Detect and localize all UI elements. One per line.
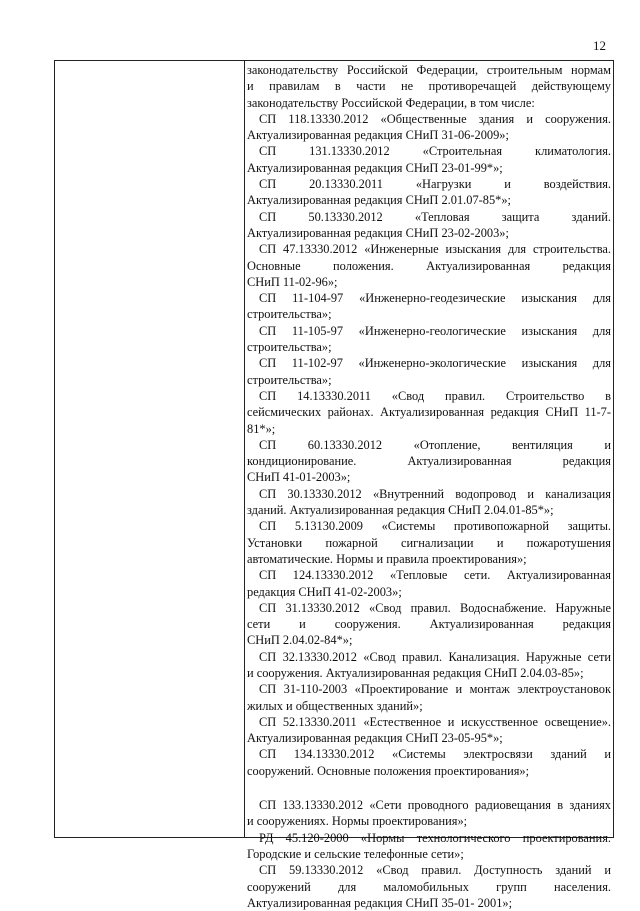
text-line: жилых и общественных зданий»; — [247, 698, 423, 713]
text-line: Актуализированная редакция СНиП 2.01.07-85*»; — [247, 193, 511, 208]
text-line: 81*»; — [247, 421, 276, 436]
text-line: СП 31-110-2003 «Проектирование и монтаж электроустановок — [259, 682, 611, 697]
text-line: сооружений для маломобильных групп населения. — [247, 879, 611, 894]
text-line: СП 11-102-97 «Инженерно-экологические изыскания для — [259, 356, 611, 371]
text-line: СП 52.13330.2011 «Естественное и искусственное освещение». — [259, 714, 611, 729]
text-line: СП 47.13330.2012 «Инженерные изыскания для строительства. — [259, 242, 611, 257]
text-line: строительства»; — [247, 340, 332, 355]
text-line: СНиП 2.04.02-84*»; — [247, 633, 353, 648]
text-line: и сооружениях. Нормы проектирования»; — [247, 814, 468, 829]
text-line: строительства»; — [247, 307, 332, 322]
text-line: Городские и сельские телефонные сети»; — [247, 846, 464, 861]
text-line: СП 134.13330.2012 «Системы электросвязи зданий и — [259, 747, 611, 762]
text-line: сети и сооружения. Актуализированная редакция — [247, 617, 611, 632]
text-line: и сооружения. Актуализированная редакция СНиП 2.04.03-85»; — [247, 665, 584, 680]
text-line: кондиционирование. Актуализированная редакция — [247, 454, 611, 469]
text-line: сооружений. Основные положения проектирования»; — [247, 763, 530, 778]
right-column-cell — [245, 62, 613, 911]
text-line: СП 133.13330.2012 «Сети проводного радиовещания в зданиях — [259, 798, 611, 813]
text-line: и правилам в части не противоречащей действующему — [247, 79, 611, 94]
text-line: строительства»; — [247, 372, 332, 387]
text-line: СП 124.13330.2012 «Тепловые сети. Актуализированная — [259, 568, 611, 583]
text-line: автоматические. Нормы и правила проектирования»; — [247, 551, 527, 566]
text-line: СП 11-104-97 «Инженерно-геодезические изыскания для — [259, 291, 611, 306]
text-line: сейсмических районах. Актуализированная редакция СНиП 11-7- — [247, 405, 611, 420]
text-line: редакция СНиП 41-02-2003»; — [247, 584, 402, 599]
left-column-cell — [55, 61, 245, 837]
text-line: СП 5.13130.2009 «Системы противопожарной защиты. — [259, 519, 611, 534]
text-line: СП 32.13330.2012 «Свод правил. Канализация. Наружные сети — [259, 649, 611, 664]
document-table — [54, 60, 614, 910]
text-line: СП 11-105-97 «Инженерно-геологические изыскания для — [259, 323, 611, 338]
text-line: СП 30.13330.2012 «Внутренний водопровод и канализация — [259, 486, 611, 501]
text-line: СП 60.13330.2012 «Отопление, вентиляция и — [259, 437, 611, 452]
text-line: Актуализированная редакция СНиП 23-02-2003»; — [247, 225, 509, 240]
text-line: Основные положения. Актуализированная редакция — [247, 258, 611, 273]
text-line: СНиП 11-02-96»; — [247, 274, 338, 289]
text-line: зданий. Актуализированная редакция СНиП 2.04.01-85*»; — [247, 503, 554, 518]
text-line: Актуализированная редакция СНиП 35-01- 2001»; — [247, 895, 513, 910]
text-line: СНиП 41-01-2003»; — [247, 470, 351, 485]
text-line: СП 31.13330.2012 «Свод правил. Водоснабжение. Наружные — [259, 600, 611, 615]
text-line: СП 118.13330.2012 «Общественные здания и сооружения. — [259, 111, 611, 126]
paragraph-spacer — [245, 779, 613, 797]
text-line: СП 131.13330.2012 «Строительная климатология. — [259, 144, 611, 159]
text-line: законодательству Российской Федерации, строительным нормам — [247, 63, 611, 77]
text-line: СП 50.13330.2012 «Тепловая защита зданий. — [259, 209, 611, 224]
text-line: Актуализированная редакция СНиП 23-01-99*»; — [247, 160, 503, 175]
text-line: законодательству Российской Федерации, в том числе: — [247, 95, 535, 110]
text-line: СП 59.13330.2012 «Свод правил. Доступность зданий и — [259, 863, 611, 878]
text-line: РД 45.120-2000 «Нормы технологического проектирования. — [259, 830, 611, 845]
text-line: Установки пожарной сигнализации и пожаротушения — [247, 535, 611, 550]
text-line: Актуализированная редакция СНиП 31-06-2009»; — [247, 128, 509, 143]
text-line: Актуализированная редакция СНиП 23-05-95*»; — [247, 731, 503, 746]
text-line: СП 14.13330.2011 «Свод правил. Строительство в — [259, 388, 611, 403]
text-line: СП 20.13330.2011 «Нагрузки и воздействия. — [259, 177, 611, 192]
page-number: 12 — [593, 38, 606, 53]
